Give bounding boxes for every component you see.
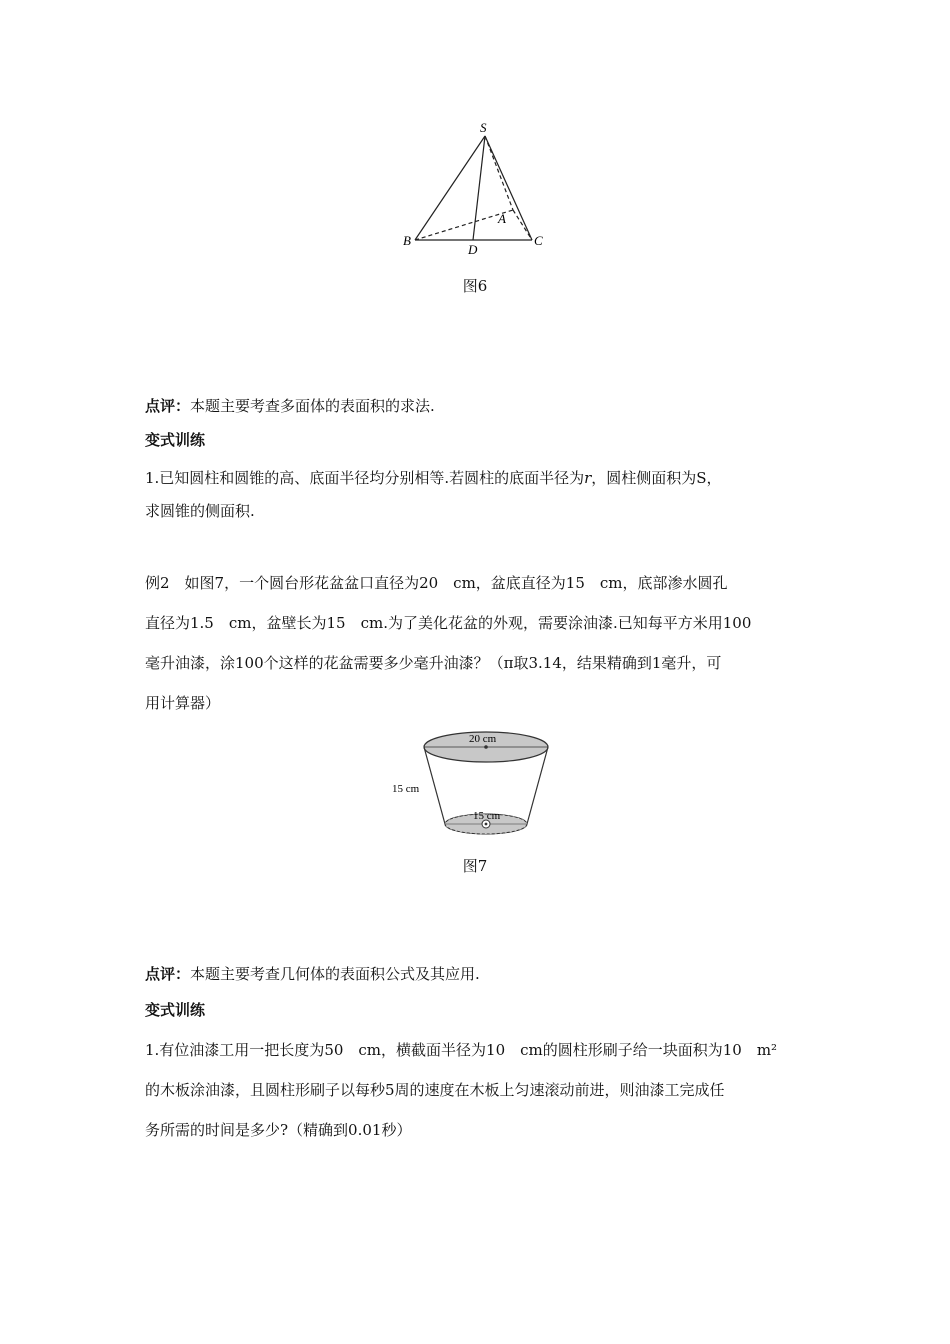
practice-2-heading: 变式训练 [145,1001,206,1019]
top-center-dot [484,745,488,749]
figure-6-tetrahedron [395,118,555,263]
comment-2-label: 点评： [145,965,191,983]
comment-2 [145,958,810,991]
drain-hole-center [485,823,488,826]
pot-wall-left [424,747,445,824]
example-2-body [145,563,810,723]
bottom-diameter-label: 15 cm [473,810,501,822]
example-2-line-3: 毫升油漆，涂100个这样的花盆需要多少毫升油漆？（π取3.14，结果精确到1毫升，可 [145,654,722,672]
practice-2-line-1: 1.有位油漆工用一把长度为50 cm，横截面半径为10 cm的圆柱形刷子给一块面积为10 m² [145,1041,778,1059]
edge-sc [485,136,532,240]
edge-ac-hidden [513,210,532,240]
variable-r: r [584,469,592,487]
label-d: D [468,242,478,257]
practice-2-body [145,1030,810,1150]
practice-1-line-2: 求圆锥的侧面积. [145,502,255,520]
comment-2-text: 本题主要考查几何体的表面积公式及其应用. [190,965,480,983]
practice-2-line-3: 务所需的时间是多少?（精确到0.01秒） [145,1121,412,1139]
figure-7-flowerpot [390,720,560,845]
practice-2-line-2: 的木板涂油漆，且圆柱形刷子以每秒5周的速度在木板上匀速滚动前进，则油漆工完成任 [145,1081,725,1099]
practice-1-line-1: 1.已知圆柱和圆锥的高、底面半径均分别相等.若圆柱的底面半径为r，圆柱侧面积为S， [145,469,722,487]
top-diameter-label: 20 cm [469,733,497,745]
example-2-line-4: 用计算器） [145,694,221,712]
practice-1-heading: 变式训练 [145,431,206,449]
label-s: S [480,120,487,135]
practice-1-body [145,462,810,528]
label-b: B [403,233,411,248]
comment-1-label: 点评： [145,397,191,415]
figure-6-caption: 图6 [462,277,488,295]
comment-1 [145,390,810,423]
comment-1-text: 本题主要考查多面体的表面积的求法. [190,397,435,415]
label-a: A [498,211,506,226]
example-2-line-1: 例2 如图7，一个圆台形花盆盆口直径为20 cm，盆底直径为15 cm，底部渗水圆孔 [145,574,728,592]
figure-7-caption: 图7 [462,857,488,875]
pot-wall-right [527,747,548,824]
label-c: C [534,233,543,248]
edge-sa-hidden [485,136,513,210]
example-2-line-2: 直径为1.5 cm，盆壁长为15 cm.为了美化花盆的外观，需要涂油漆.已知每平方米用100 [145,614,752,632]
side-length-label: 15 cm [392,783,420,795]
